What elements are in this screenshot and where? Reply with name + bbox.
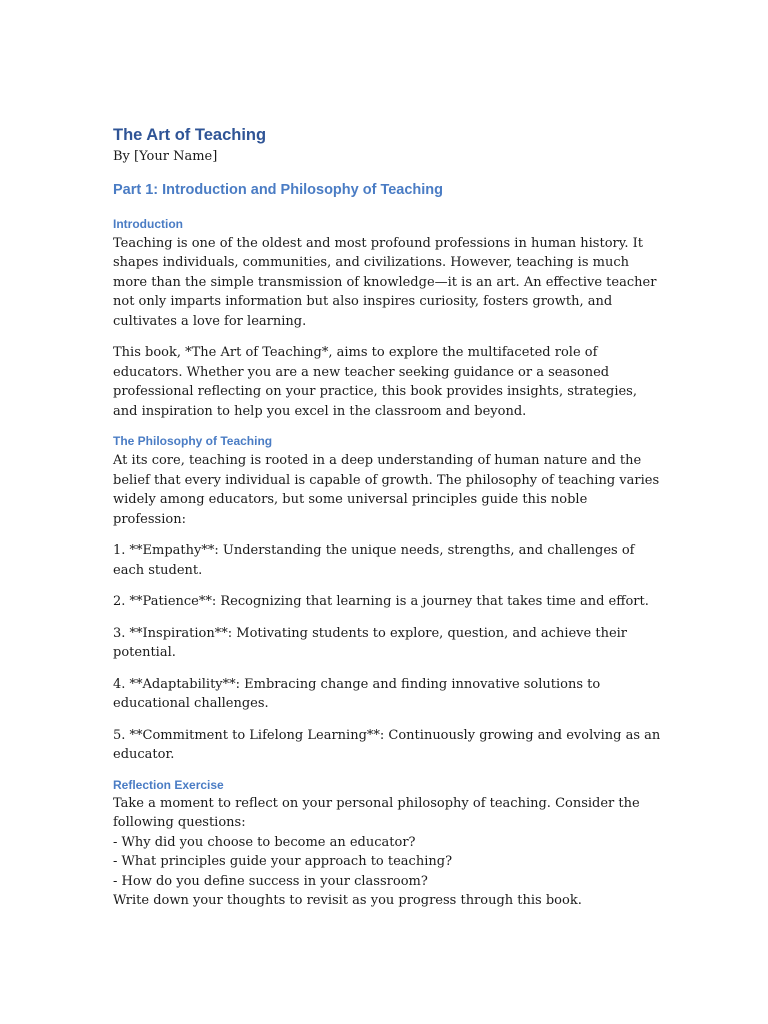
philosophy-intro: At its core, teaching is rooted in a deep understanding of human nature and the belief that every individual is capable of growth. The philosophy of teaching varies widely among educators, but some universal principles guide this noble profession: (113, 453, 660, 527)
principle-item: 5. **Commitment to Lifelong Learning**: Continuously growing and evolving as an educator. (113, 727, 661, 762)
introduction-paragraph-2: This book, *The Art of Teaching*, aims to explore the multifaceted role of educators. Whether you are a new teacher seeking guidance or a seasoned professional reflecting on your practice, this book provides insights, strategies, and inspiration to help you excel in the classroom and beyond. (113, 345, 637, 419)
philosophy-heading: The Philosophy of Teaching (113, 434, 273, 448)
reflection-block (113, 794, 663, 911)
introduction-paragraph-1: Teaching is one of the oldest and most profound professions in human history. It shapes individuals, communities, and civilizations. However, teaching is much more than the simple transmission of knowledge—it is an art. An effective teacher not only imparts information but also inspires curiosity, fosters growth, and cultivates a love for learning. (113, 235, 657, 329)
reflection-question: - How do you define success in your classroom? (113, 873, 428, 889)
introduction-heading: Introduction (113, 216, 183, 231)
principle-item: 3. **Inspiration**: Motivating students to explore, question, and achieve their potential. (113, 625, 628, 660)
document-page (113, 124, 663, 911)
principle-item: 1. **Empathy**: Understanding the unique needs, strengths, and challenges of each student. (113, 543, 635, 578)
reflection-closing: Write down your thoughts to revisit as you progress through this book. (113, 893, 582, 908)
reflection-question: - Why did you choose to become an educator? (113, 834, 416, 850)
principle-item: 2. **Patience**: Recognizing that learning is a journey that takes time and effort. (113, 594, 649, 609)
reflection-intro: Take a moment to reflect on your personal philosophy of teaching. Consider the following questions: (113, 795, 640, 830)
author-byline: By [Your Name] (113, 149, 218, 164)
reflection-question: - What principles guide your approach to teaching? (113, 854, 453, 869)
principle-item: 4. **Adaptability**: Embracing change and finding innovative solutions to educational challenges. (113, 676, 601, 711)
reflection-heading: Reflection Exercise (113, 777, 224, 792)
part-heading: Part 1: Introduction and Philosophy of Teaching (113, 181, 444, 198)
document-title: The Art of Teaching (113, 126, 267, 144)
